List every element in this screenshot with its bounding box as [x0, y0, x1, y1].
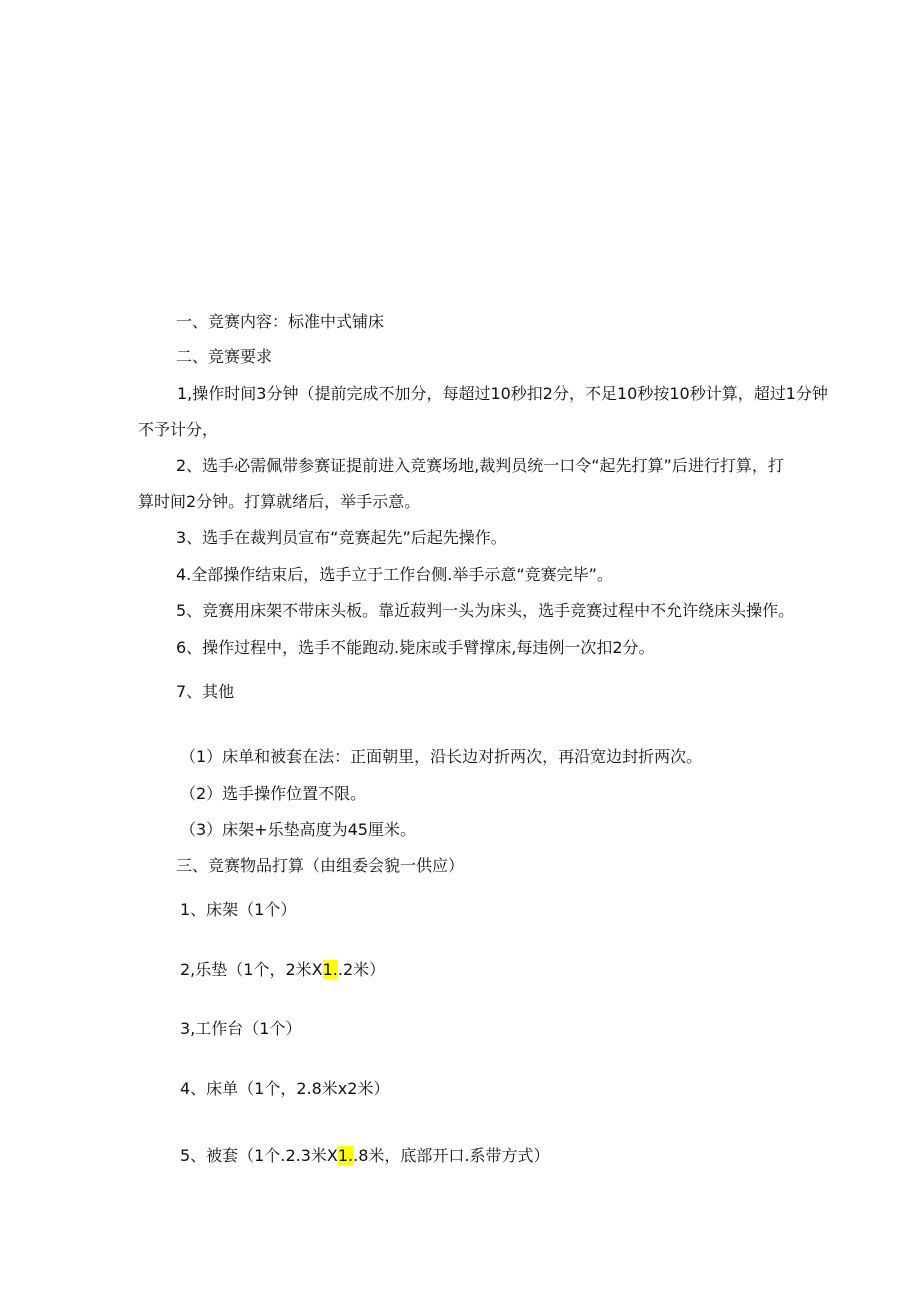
- other-item-1: （1）床单和被套在法：正面朝里，沿长边对折两次，再沿宽边封折两次。: [180, 747, 703, 766]
- item-2-text-end: .2米）: [337, 960, 386, 979]
- item-2-text-start: 2,乐垫（1个，2米X: [180, 960, 323, 979]
- item-5-highlight: 1.: [337, 1146, 354, 1165]
- item-5-text-end: .8米，底部开口.系带方式）: [353, 1146, 550, 1165]
- other-item-3: （3）床架+乐垫高度为45厘米。: [180, 820, 416, 839]
- requirement-1-line-1: 1,操作时间3分钟（提前完成不加分，每超过10秒扣2分，不足10秒按10秒计算，超过1分钟: [177, 384, 828, 403]
- item-4: 4、床单（1个，2.8米x2米）: [180, 1079, 390, 1098]
- item-2: [180, 960, 385, 980]
- requirement-4: 4.全部操作结束后，选手立于工作台侧.举手示意“竞赛完毕”。: [176, 565, 613, 584]
- item-1: 1、床架（1个）: [180, 900, 297, 919]
- item-2-highlight: 1.: [322, 960, 338, 979]
- requirement-2-line-1: 2、选手必需佩带参赛证提前进入竞赛场地,裁判员统一口令“起先打算”后进行打算，打: [176, 456, 784, 475]
- requirement-5: 5、竞赛用床架不带床头板。靠近菽判一头为床头，选手竞赛过程中不允许绕床头操作。: [176, 601, 795, 620]
- item-5-text-start: 5、被套（1个.2.3米X: [180, 1146, 338, 1165]
- section-two-heading: 二、竞赛要求: [176, 347, 273, 366]
- item-5: [180, 1146, 549, 1166]
- requirement-3: 3、选手在裁判员宣布“竞赛起先”后起先操作。: [176, 528, 507, 547]
- requirement-6: 6、操作过程中，选手不能跑动.毙床或手臂撑床,每违例一次扣2分。: [176, 638, 655, 657]
- requirement-2-line-2: 算时间2分钟。打算就绪后，举手示意。: [138, 492, 421, 511]
- section-three-heading: 三、竞赛物品打算（由组委会貌一供应）: [176, 856, 465, 875]
- item-3: 3,工作台（1个）: [180, 1019, 302, 1038]
- requirement-7: 7、其他: [176, 682, 235, 701]
- other-item-2: （2）选手操作位置不限。: [180, 784, 367, 803]
- requirement-1-line-2: 不予计分，: [138, 420, 219, 439]
- section-one-heading: 一、竞赛内容：标准中式铺床: [176, 312, 385, 331]
